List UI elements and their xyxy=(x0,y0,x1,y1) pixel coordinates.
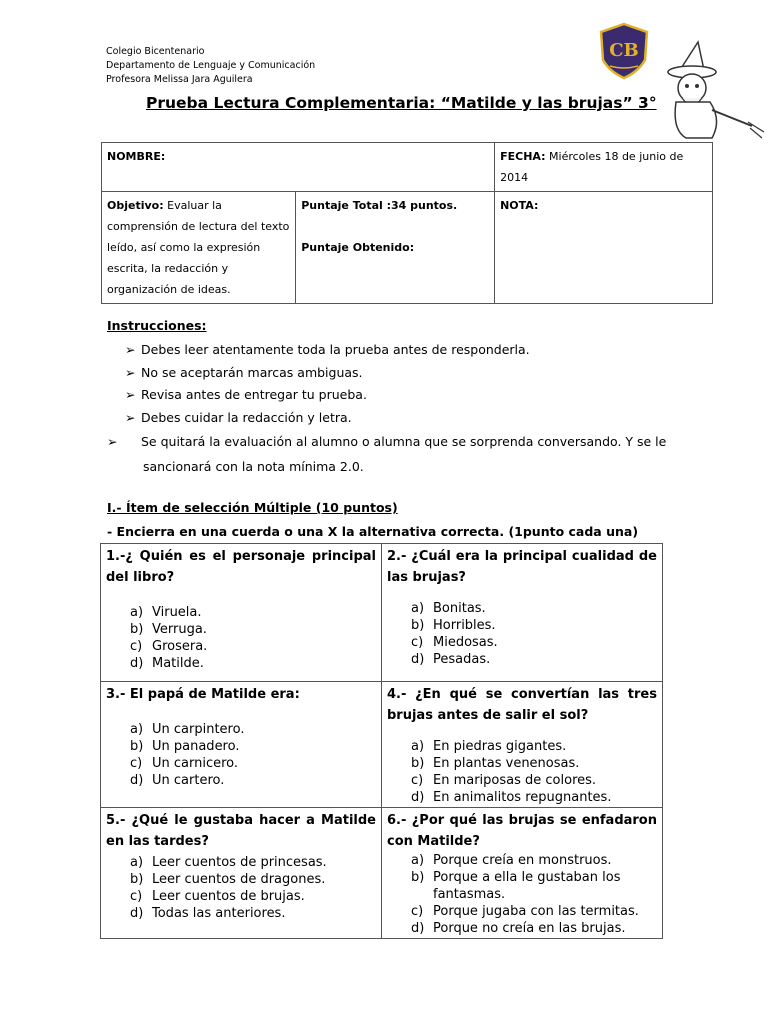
fecha-cell xyxy=(495,143,713,192)
wizard-illustration xyxy=(652,40,768,145)
nota-cell[interactable] xyxy=(495,192,713,304)
fecha-label: FECHA: xyxy=(500,150,546,163)
teacher-name: Profesora Melissa Jara Aguilera xyxy=(106,74,253,85)
nota-label: NOTA: xyxy=(500,199,539,212)
options-list xyxy=(106,854,376,922)
question-text: 3.- El papá de Matilde era: xyxy=(106,687,300,702)
question-text: 6.- ¿Por qué las brujas se enfadaron con Matilde? xyxy=(387,813,657,849)
student-info-table xyxy=(101,142,713,304)
option-c[interactable]: c) Grosera. xyxy=(130,639,208,654)
options-list xyxy=(387,738,657,806)
option-a[interactable]: a) Bonitas. xyxy=(411,601,486,616)
option-c[interactable]: c) Miedosas. xyxy=(411,635,498,650)
options-list xyxy=(387,852,657,937)
instructions-list xyxy=(107,339,685,479)
option-d[interactable]: d) Pesadas. xyxy=(411,652,491,667)
instruction-item: ➢ Debes cuidar la redacción y letra. xyxy=(125,407,685,430)
question-cell xyxy=(101,544,382,682)
fecha-value: Miércoles 18 de junio de 2014 xyxy=(500,150,684,184)
logo-lettering: CB xyxy=(609,40,639,61)
option-b[interactable]: b) Horribles. xyxy=(411,618,496,633)
question-text: 4.- ¿En qué se convertían las tres brujas antes de salir el sol? xyxy=(387,687,657,723)
options-list xyxy=(387,600,657,668)
option-b[interactable]: b) Un panadero. xyxy=(130,739,240,754)
department-name: Departamento de Lenguaje y Comunicación xyxy=(106,60,316,71)
nombre-label: NOMBRE: xyxy=(107,150,166,163)
option-c[interactable]: c) Leer cuentos de brujas. xyxy=(130,889,305,904)
instruction-item: ➢ Debes leer atentamente toda la prueba antes de responderla. xyxy=(125,339,685,362)
option-c[interactable]: c) En mariposas de colores. xyxy=(411,773,597,788)
instructions-title: Instrucciones: xyxy=(107,318,207,333)
question-cell xyxy=(382,682,663,808)
question-text: 1.-¿ Quién es el personaje principal del libro? xyxy=(106,549,376,585)
arrow-icon: ➢ xyxy=(125,364,136,380)
question-cell xyxy=(101,808,382,939)
instruction-item: ➢ Se quitará la evaluación al alumno o alumna que se sorprenda conversando. Y se le sancionará con la nota mínima 2.0. xyxy=(125,429,685,479)
school-header xyxy=(106,45,315,87)
option-a[interactable]: a) Viruela. xyxy=(130,605,202,620)
option-c[interactable]: c) Porque jugaba con las termitas. xyxy=(411,904,639,919)
arrow-icon: ➢ xyxy=(107,434,118,449)
option-d[interactable]: d) Porque no creía en las brujas. xyxy=(411,921,626,936)
objetivo-value: Evaluar la comprensión de lectura del texto leído, así como la expresión escrita, la redacción y organización de ideas. xyxy=(107,199,290,296)
school-name: Colegio Bicentenario xyxy=(106,46,205,57)
option-d[interactable]: d) Todas las anteriores. xyxy=(130,906,286,921)
section-instruction: - Encierra en una cuerda o una X la alternativa correcta. (1punto cada una) xyxy=(107,524,639,539)
option-b[interactable]: b) Verruga. xyxy=(130,622,207,637)
instruction-item: ➢ No se aceptarán marcas ambiguas. xyxy=(125,362,685,385)
option-d[interactable]: d) Matilde. xyxy=(130,656,204,671)
option-c[interactable]: c) Un carnicero. xyxy=(130,756,239,771)
objetivo-cell xyxy=(102,192,296,304)
arrow-icon: ➢ xyxy=(125,409,136,425)
objetivo-label: Objetivo: xyxy=(107,199,164,212)
option-d[interactable]: d) En animalitos repugnantes. xyxy=(411,790,612,805)
question-cell xyxy=(101,682,382,808)
puntaje-cell xyxy=(296,192,495,304)
instructions xyxy=(107,318,685,479)
option-a[interactable]: a) En piedras gigantes. xyxy=(411,739,567,754)
section-title: I.- Ítem de selección Múltiple (10 puntos) xyxy=(107,500,398,515)
question-text: 2.- ¿Cuál era la principal cualidad de las brujas? xyxy=(387,549,657,585)
question-cell xyxy=(382,808,663,939)
puntaje-total: Puntaje Total :34 puntos. xyxy=(301,199,458,212)
option-b[interactable]: b) Leer cuentos de dragones. xyxy=(130,872,326,887)
option-d[interactable]: d) Un cartero. xyxy=(130,773,225,788)
option-b[interactable]: b) Porque a ella le gustaban los fantasmas. xyxy=(411,870,621,902)
question-text: 5.- ¿Qué le gustaba hacer a Matilde en las tardes? xyxy=(106,813,376,849)
question-cell xyxy=(382,544,663,682)
instruction-item: ➢ Revisa antes de entregar tu prueba. xyxy=(125,384,685,407)
arrow-icon: ➢ xyxy=(125,342,136,357)
puntaje-obtenido: Puntaje Obtenido: xyxy=(301,241,415,254)
option-a[interactable]: a) Leer cuentos de princesas. xyxy=(130,855,327,870)
options-list xyxy=(106,721,376,789)
questions-table xyxy=(100,543,663,939)
school-logo xyxy=(598,22,650,80)
arrow-icon: ➢ xyxy=(125,387,136,402)
page-title: Prueba Lectura Complementaria: “Matilde y las brujas” 3° xyxy=(146,94,657,112)
option-b[interactable]: b) En plantas venenosas. xyxy=(411,756,580,771)
options-list xyxy=(106,604,376,672)
nombre-cell[interactable] xyxy=(102,143,495,192)
option-a[interactable]: a) Porque creía en monstruos. xyxy=(411,853,612,868)
option-a[interactable]: a) Un carpintero. xyxy=(130,722,245,737)
